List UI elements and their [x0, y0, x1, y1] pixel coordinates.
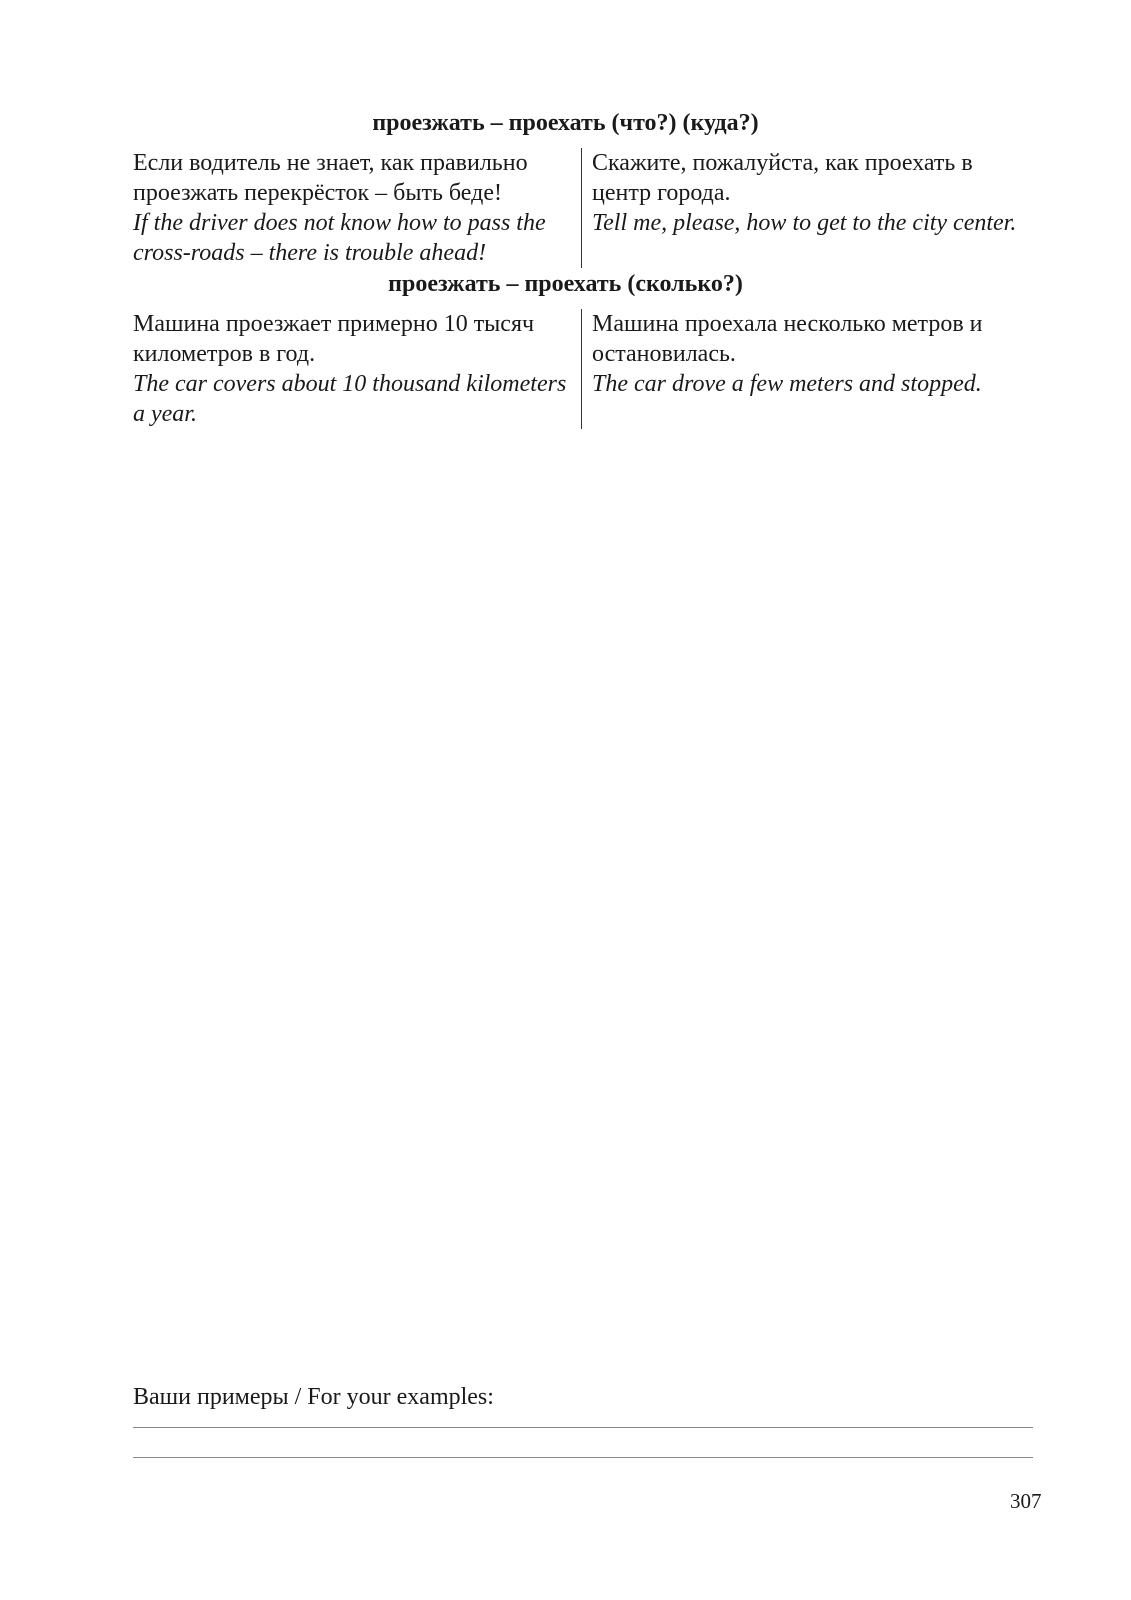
- your-examples-label: Ваши примеры / For your examples:: [133, 1384, 494, 1410]
- page-number: 307: [1010, 1489, 1042, 1513]
- section-1-examples: [133, 148, 1033, 268]
- section-1-right-russian: Скажите, пожалуйста, как проехать в центр города.: [592, 150, 973, 206]
- writing-line-2: [133, 1457, 1033, 1458]
- section-1-heading: проезжать – проехать (что?) (куда?): [372, 110, 759, 136]
- section-1-right-example: [581, 148, 1022, 268]
- section-2-right-russian: Машина проехала несколько метров и остановилась.: [592, 311, 983, 367]
- section-1-left-english: If the driver does not know how to pass the cross-roads – there is trouble ahead!: [133, 210, 546, 266]
- section-1-right-english: Tell me, please, how to get to the city center.: [592, 210, 1017, 236]
- section-2-right-example: [581, 309, 1022, 429]
- section-2-left-example: [133, 309, 581, 429]
- section-1-left-example: [133, 148, 581, 268]
- section-2-left-english: The car covers about 10 thousand kilometers a year.: [133, 371, 567, 427]
- section-1-left-russian: Если водитель не знает, как правильно проезжать перекрёсток – быть беде!: [133, 150, 528, 206]
- writing-line-1: [133, 1427, 1033, 1428]
- section-2-examples: [133, 309, 1033, 429]
- section-2-heading: проезжать – проехать (сколько?): [388, 271, 743, 297]
- section-2-right-english: The car drove a few meters and stopped.: [592, 371, 982, 397]
- section-2-left-russian: Машина проезжает примерно 10 тысяч километров в год.: [133, 311, 535, 367]
